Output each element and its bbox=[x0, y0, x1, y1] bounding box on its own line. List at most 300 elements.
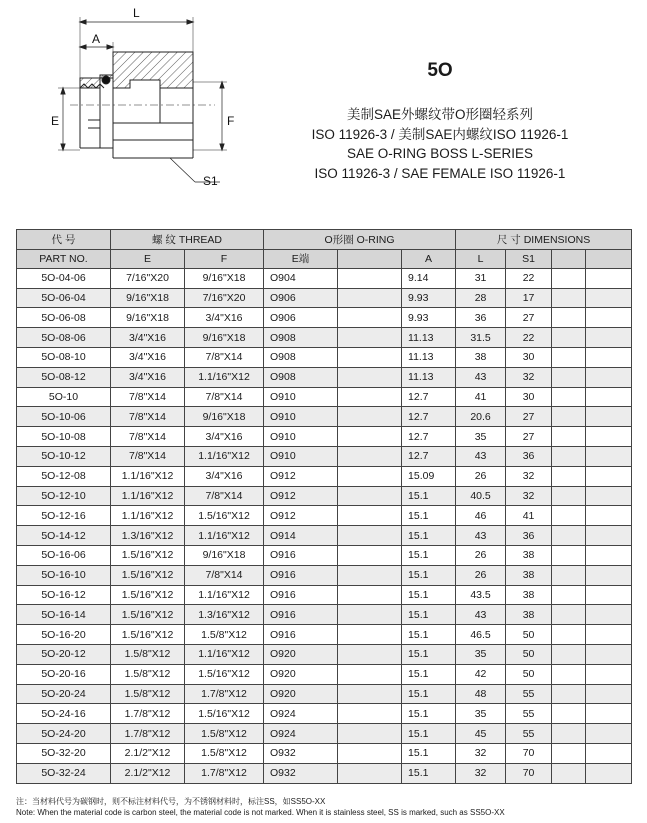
cell-thread-f: 7/8"X14 bbox=[185, 565, 264, 585]
cell-blank bbox=[552, 644, 586, 664]
table-row bbox=[17, 288, 632, 308]
cell-blank bbox=[586, 328, 632, 348]
cell-dim-a: 15.1 bbox=[402, 763, 456, 783]
cell-dim-l: 35 bbox=[456, 644, 506, 664]
cell-blank bbox=[338, 328, 402, 348]
table-row bbox=[17, 625, 632, 645]
cell-thread-e: 2.1/2"X12 bbox=[111, 743, 185, 763]
cell-part-no: 5O-24-20 bbox=[17, 724, 111, 744]
cell-thread-e: 1.5/16"X12 bbox=[111, 585, 185, 605]
table-row bbox=[17, 763, 632, 783]
cell-dim-l: 43 bbox=[456, 605, 506, 625]
cell-blank bbox=[338, 407, 402, 427]
cell-blank bbox=[552, 565, 586, 585]
cell-blank bbox=[338, 644, 402, 664]
cell-dim-l: 26 bbox=[456, 466, 506, 486]
cell-blank bbox=[552, 288, 586, 308]
cell-dim-a: 15.1 bbox=[402, 644, 456, 664]
cell-dim-s1: 32 bbox=[506, 486, 552, 506]
cell-dim-s1: 36 bbox=[506, 446, 552, 466]
dim-label-a: A bbox=[92, 32, 101, 46]
cell-part-no: 5O-20-12 bbox=[17, 644, 111, 664]
table-row bbox=[17, 486, 632, 506]
cell-thread-f: 3/4"X16 bbox=[185, 308, 264, 328]
header-e: E bbox=[111, 249, 185, 268]
cell-thread-f: 1.1/16"X12 bbox=[185, 585, 264, 605]
cell-thread-e: 3/4"X16 bbox=[111, 328, 185, 348]
cell-thread-f: 1.1/16"X12 bbox=[185, 526, 264, 546]
cell-thread-e: 1.5/16"X12 bbox=[111, 545, 185, 565]
cell-dim-l: 31.5 bbox=[456, 328, 506, 348]
cell-blank bbox=[586, 763, 632, 783]
cell-blank bbox=[338, 625, 402, 645]
header-part-cn: 代 号 bbox=[17, 230, 111, 250]
header-f: F bbox=[185, 249, 264, 268]
cell-dim-s1: 50 bbox=[506, 625, 552, 645]
cell-thread-f: 1.3/16"X12 bbox=[185, 605, 264, 625]
table-row bbox=[17, 526, 632, 546]
cell-oring: O924 bbox=[264, 724, 338, 744]
spec-table-body bbox=[17, 268, 632, 783]
cell-dim-s1: 50 bbox=[506, 644, 552, 664]
cell-dim-a: 9.14 bbox=[402, 268, 456, 288]
cell-blank bbox=[338, 506, 402, 526]
cell-thread-f: 1.7/8"X12 bbox=[185, 763, 264, 783]
table-row bbox=[17, 545, 632, 565]
cell-dim-a: 15.1 bbox=[402, 684, 456, 704]
cell-oring: O906 bbox=[264, 288, 338, 308]
cell-blank bbox=[586, 486, 632, 506]
cell-oring: O932 bbox=[264, 763, 338, 783]
cell-blank bbox=[338, 288, 402, 308]
table-row bbox=[17, 724, 632, 744]
cell-blank bbox=[338, 367, 402, 387]
cell-thread-f: 7/8"X14 bbox=[185, 347, 264, 367]
cell-blank bbox=[552, 407, 586, 427]
cell-dim-a: 9.93 bbox=[402, 288, 456, 308]
cell-dim-a: 15.1 bbox=[402, 704, 456, 724]
table-row bbox=[17, 387, 632, 407]
table-row bbox=[17, 427, 632, 447]
cell-thread-e: 1.1/16"X12 bbox=[111, 466, 185, 486]
cell-blank bbox=[586, 545, 632, 565]
cell-dim-l: 26 bbox=[456, 545, 506, 565]
cell-thread-f: 1.5/16"X12 bbox=[185, 704, 264, 724]
cell-blank bbox=[338, 763, 402, 783]
table-row bbox=[17, 664, 632, 684]
table-row bbox=[17, 308, 632, 328]
cell-blank bbox=[338, 446, 402, 466]
table-row bbox=[17, 684, 632, 704]
header-blank bbox=[552, 249, 586, 268]
cell-dim-a: 15.1 bbox=[402, 605, 456, 625]
cell-thread-f: 1.1/16"X12 bbox=[185, 644, 264, 664]
dim-label-e: E bbox=[51, 114, 60, 128]
cell-dim-s1: 50 bbox=[506, 664, 552, 684]
cell-part-no: 5O-16-12 bbox=[17, 585, 111, 605]
cell-dim-a: 15.1 bbox=[402, 585, 456, 605]
cell-dim-a: 11.13 bbox=[402, 367, 456, 387]
cell-part-no: 5O-08-12 bbox=[17, 367, 111, 387]
cell-blank bbox=[586, 585, 632, 605]
cell-part-no: 5O-16-14 bbox=[17, 605, 111, 625]
cell-blank bbox=[338, 347, 402, 367]
cell-dim-s1: 70 bbox=[506, 743, 552, 763]
cell-dim-l: 43 bbox=[456, 446, 506, 466]
cell-thread-f: 1.5/8"X12 bbox=[185, 743, 264, 763]
cell-blank bbox=[338, 605, 402, 625]
header-blank bbox=[586, 249, 632, 268]
note-en: Note: When the material code is carbon steel, the material code is not marked. When it is stainless steel, SS is marked, such as SS5O-XX bbox=[16, 808, 505, 817]
cell-dim-s1: 30 bbox=[506, 347, 552, 367]
cell-thread-e: 3/4"X16 bbox=[111, 367, 185, 387]
cell-dim-a: 15.1 bbox=[402, 545, 456, 565]
cell-part-no: 5O-06-08 bbox=[17, 308, 111, 328]
cell-dim-s1: 36 bbox=[506, 526, 552, 546]
cell-oring: O910 bbox=[264, 407, 338, 427]
cell-dim-a: 15.1 bbox=[402, 625, 456, 645]
cell-blank bbox=[586, 427, 632, 447]
cell-thread-f: 3/4"X16 bbox=[185, 427, 264, 447]
cell-blank bbox=[552, 308, 586, 328]
cell-blank bbox=[338, 684, 402, 704]
cell-blank bbox=[552, 625, 586, 645]
table-row bbox=[17, 743, 632, 763]
cell-dim-a: 11.13 bbox=[402, 347, 456, 367]
cell-dim-s1: 27 bbox=[506, 407, 552, 427]
cell-oring: O912 bbox=[264, 486, 338, 506]
cell-blank bbox=[586, 743, 632, 763]
cell-blank bbox=[586, 605, 632, 625]
cell-oring: O916 bbox=[264, 545, 338, 565]
cell-part-no: 5O-12-16 bbox=[17, 506, 111, 526]
cell-oring: O908 bbox=[264, 367, 338, 387]
cell-thread-f: 1.1/16"X12 bbox=[185, 367, 264, 387]
cell-oring: O916 bbox=[264, 625, 338, 645]
cell-blank bbox=[552, 387, 586, 407]
cell-blank bbox=[552, 585, 586, 605]
cell-dim-a: 15.1 bbox=[402, 486, 456, 506]
cell-thread-f: 9/16"X18 bbox=[185, 328, 264, 348]
cell-blank bbox=[552, 605, 586, 625]
cell-part-no: 5O-06-04 bbox=[17, 288, 111, 308]
cell-thread-e: 1.5/8"X12 bbox=[111, 664, 185, 684]
cell-thread-e: 2.1/2"X12 bbox=[111, 763, 185, 783]
cell-blank bbox=[338, 724, 402, 744]
cell-thread-e: 7/16"X20 bbox=[111, 268, 185, 288]
cell-part-no: 5O-20-16 bbox=[17, 664, 111, 684]
cell-part-no: 5O-10-06 bbox=[17, 407, 111, 427]
note-cn: 注：当材料代号为碳钢时，则不标注材料代号，为不锈钢材料时，标注SS，如SS5O-XX bbox=[16, 797, 326, 806]
cell-oring: O904 bbox=[264, 268, 338, 288]
cell-thread-e: 1.5/8"X12 bbox=[111, 644, 185, 664]
header-s1: S1 bbox=[506, 249, 552, 268]
header-oring: O形圈 O-RING bbox=[264, 230, 456, 250]
cell-thread-e: 1.5/8"X12 bbox=[111, 684, 185, 704]
cell-dim-l: 46 bbox=[456, 506, 506, 526]
cell-dim-l: 26 bbox=[456, 565, 506, 585]
header-thread: 螺 纹 THREAD bbox=[111, 230, 264, 250]
cell-blank bbox=[338, 308, 402, 328]
cell-oring: O910 bbox=[264, 446, 338, 466]
cell-blank bbox=[552, 446, 586, 466]
cell-blank bbox=[552, 724, 586, 744]
table-row bbox=[17, 446, 632, 466]
cell-dim-l: 45 bbox=[456, 724, 506, 744]
title-line-2: ISO 11926-3 / 美制SAE内螺纹ISO 11926-1 bbox=[311, 126, 569, 142]
cell-blank bbox=[552, 427, 586, 447]
cell-blank bbox=[586, 407, 632, 427]
table-row bbox=[17, 704, 632, 724]
fitting-drawing bbox=[0, 0, 300, 200]
cell-blank bbox=[586, 347, 632, 367]
cell-blank bbox=[338, 387, 402, 407]
cell-dim-l: 28 bbox=[456, 288, 506, 308]
cell-thread-f: 1.5/8"X12 bbox=[185, 724, 264, 744]
cell-thread-f: 1.1/16"X12 bbox=[185, 446, 264, 466]
cell-thread-f: 7/8"X14 bbox=[185, 486, 264, 506]
cell-dim-s1: 70 bbox=[506, 763, 552, 783]
cell-dim-s1: 27 bbox=[506, 308, 552, 328]
dim-label-s1: S1 bbox=[203, 174, 218, 188]
title-line-1: 美制SAE外螺纹带O形圈轻系列 bbox=[346, 107, 533, 122]
cell-blank bbox=[586, 625, 632, 645]
cell-blank bbox=[338, 704, 402, 724]
cell-dim-a: 15.1 bbox=[402, 506, 456, 526]
cell-thread-f: 1.7/8"X12 bbox=[185, 684, 264, 704]
cell-dim-a: 9.93 bbox=[402, 308, 456, 328]
cell-thread-f: 1.5/16"X12 bbox=[185, 506, 264, 526]
dim-label-l: L bbox=[133, 6, 140, 20]
cell-dim-l: 36 bbox=[456, 308, 506, 328]
cell-oring: O920 bbox=[264, 684, 338, 704]
cell-dim-a: 15.1 bbox=[402, 526, 456, 546]
cell-blank bbox=[586, 704, 632, 724]
cell-dim-l: 41 bbox=[456, 387, 506, 407]
cell-blank bbox=[338, 526, 402, 546]
cell-dim-s1: 17 bbox=[506, 288, 552, 308]
cell-blank bbox=[586, 387, 632, 407]
cell-blank bbox=[586, 684, 632, 704]
cell-blank bbox=[338, 565, 402, 585]
spec-table bbox=[16, 229, 632, 784]
cell-oring: O912 bbox=[264, 506, 338, 526]
cell-blank bbox=[552, 743, 586, 763]
cell-blank bbox=[586, 565, 632, 585]
cell-blank bbox=[586, 526, 632, 546]
cell-dim-a: 12.7 bbox=[402, 387, 456, 407]
cell-oring: O914 bbox=[264, 526, 338, 546]
cell-blank bbox=[586, 664, 632, 684]
cell-part-no: 5O-20-24 bbox=[17, 684, 111, 704]
cell-part-no: 5O-08-06 bbox=[17, 328, 111, 348]
cell-thread-f: 9/16"X18 bbox=[185, 545, 264, 565]
cell-part-no: 5O-16-06 bbox=[17, 545, 111, 565]
header-oring-e: E端 bbox=[264, 249, 338, 268]
cell-thread-f: 1.5/8"X12 bbox=[185, 625, 264, 645]
cell-blank bbox=[586, 268, 632, 288]
cell-oring: O910 bbox=[264, 427, 338, 447]
cell-thread-e: 1.5/16"X12 bbox=[111, 605, 185, 625]
cell-dim-l: 43 bbox=[456, 526, 506, 546]
cell-thread-e: 1.7/8"X12 bbox=[111, 724, 185, 744]
cell-thread-e: 3/4"X16 bbox=[111, 347, 185, 367]
cell-oring: O920 bbox=[264, 644, 338, 664]
cell-part-no: 5O-14-12 bbox=[17, 526, 111, 546]
table-row bbox=[17, 466, 632, 486]
cell-thread-f: 7/8"X14 bbox=[185, 387, 264, 407]
cell-part-no: 5O-16-10 bbox=[17, 565, 111, 585]
cell-oring: O910 bbox=[264, 387, 338, 407]
cell-blank bbox=[586, 724, 632, 744]
title-line-3: SAE O-RING BOSS L-SERIES bbox=[346, 146, 534, 161]
cell-oring: O916 bbox=[264, 585, 338, 605]
cell-thread-e: 1.7/8"X12 bbox=[111, 704, 185, 724]
cell-oring: O924 bbox=[264, 704, 338, 724]
cell-blank bbox=[586, 644, 632, 664]
cell-oring: O932 bbox=[264, 743, 338, 763]
table-row bbox=[17, 605, 632, 625]
cell-dim-a: 15.1 bbox=[402, 565, 456, 585]
cell-blank bbox=[338, 466, 402, 486]
cell-thread-f: 1.5/16"X12 bbox=[185, 664, 264, 684]
cell-part-no: 5O-16-20 bbox=[17, 625, 111, 645]
cell-oring: O908 bbox=[264, 347, 338, 367]
product-code: 5O bbox=[427, 60, 453, 81]
cell-blank bbox=[552, 684, 586, 704]
header-l: L bbox=[456, 249, 506, 268]
cell-dim-a: 15.09 bbox=[402, 466, 456, 486]
cell-blank bbox=[586, 288, 632, 308]
header-dimensions: 尺 寸 DIMENSIONS bbox=[456, 230, 632, 250]
cell-dim-s1: 55 bbox=[506, 704, 552, 724]
cell-oring: O908 bbox=[264, 328, 338, 348]
cell-dim-s1: 32 bbox=[506, 466, 552, 486]
cell-thread-e: 7/8"X14 bbox=[111, 446, 185, 466]
cell-dim-l: 32 bbox=[456, 763, 506, 783]
cell-dim-l: 31 bbox=[456, 268, 506, 288]
cell-blank bbox=[552, 704, 586, 724]
cell-dim-a: 15.1 bbox=[402, 743, 456, 763]
cell-blank bbox=[552, 664, 586, 684]
cell-dim-l: 43.5 bbox=[456, 585, 506, 605]
cell-dim-l: 40.5 bbox=[456, 486, 506, 506]
cell-dim-s1: 55 bbox=[506, 724, 552, 744]
table-row bbox=[17, 347, 632, 367]
cell-part-no: 5O-12-08 bbox=[17, 466, 111, 486]
cell-part-no: 5O-32-20 bbox=[17, 743, 111, 763]
cell-blank bbox=[586, 446, 632, 466]
cell-thread-e: 1.5/16"X12 bbox=[111, 625, 185, 645]
cell-part-no: 5O-32-24 bbox=[17, 763, 111, 783]
cell-part-no: 5O-10-12 bbox=[17, 446, 111, 466]
cell-thread-e: 7/8"X14 bbox=[111, 407, 185, 427]
cell-oring: O906 bbox=[264, 308, 338, 328]
cell-dim-s1: 22 bbox=[506, 268, 552, 288]
table-row bbox=[17, 328, 632, 348]
cell-oring: O916 bbox=[264, 565, 338, 585]
table-row bbox=[17, 268, 632, 288]
cell-thread-e: 1.5/16"X12 bbox=[111, 565, 185, 585]
cell-blank bbox=[552, 347, 586, 367]
cell-thread-e: 1.1/16"X12 bbox=[111, 506, 185, 526]
cell-dim-s1: 38 bbox=[506, 565, 552, 585]
cell-blank bbox=[338, 743, 402, 763]
cell-blank bbox=[586, 367, 632, 387]
cell-dim-l: 46.5 bbox=[456, 625, 506, 645]
cell-dim-s1: 41 bbox=[506, 506, 552, 526]
cell-dim-s1: 38 bbox=[506, 585, 552, 605]
cell-thread-e: 9/16"X18 bbox=[111, 288, 185, 308]
cell-blank bbox=[552, 763, 586, 783]
cell-blank bbox=[552, 486, 586, 506]
cell-thread-e: 7/8"X14 bbox=[111, 387, 185, 407]
table-row bbox=[17, 585, 632, 605]
cell-dim-s1: 30 bbox=[506, 387, 552, 407]
cell-dim-l: 48 bbox=[456, 684, 506, 704]
cell-oring: O920 bbox=[264, 664, 338, 684]
table-row bbox=[17, 565, 632, 585]
cell-blank bbox=[552, 367, 586, 387]
cell-dim-a: 11.13 bbox=[402, 328, 456, 348]
cell-dim-l: 43 bbox=[456, 367, 506, 387]
cell-dim-l: 38 bbox=[456, 347, 506, 367]
cell-dim-a: 12.7 bbox=[402, 407, 456, 427]
cell-blank bbox=[338, 545, 402, 565]
cell-dim-s1: 22 bbox=[506, 328, 552, 348]
cell-blank bbox=[552, 545, 586, 565]
table-row bbox=[17, 644, 632, 664]
cell-part-no: 5O-10 bbox=[17, 387, 111, 407]
cell-dim-l: 35 bbox=[456, 427, 506, 447]
cell-blank bbox=[586, 506, 632, 526]
cell-dim-s1: 27 bbox=[506, 427, 552, 447]
header-blank bbox=[338, 249, 402, 268]
cell-dim-l: 42 bbox=[456, 664, 506, 684]
table-row bbox=[17, 407, 632, 427]
cell-blank bbox=[586, 308, 632, 328]
cell-dim-s1: 38 bbox=[506, 545, 552, 565]
hatched-section bbox=[80, 52, 193, 88]
cell-thread-e: 1.1/16"X12 bbox=[111, 486, 185, 506]
cell-blank bbox=[338, 585, 402, 605]
cell-dim-s1: 38 bbox=[506, 605, 552, 625]
cell-part-no: 5O-10-08 bbox=[17, 427, 111, 447]
o-ring-icon bbox=[102, 76, 110, 84]
cell-dim-s1: 32 bbox=[506, 367, 552, 387]
cell-dim-s1: 55 bbox=[506, 684, 552, 704]
cell-dim-a: 15.1 bbox=[402, 664, 456, 684]
cell-thread-f: 9/16"X18 bbox=[185, 268, 264, 288]
table-row bbox=[17, 506, 632, 526]
cell-dim-l: 35 bbox=[456, 704, 506, 724]
cell-blank bbox=[552, 466, 586, 486]
cell-thread-e: 9/16"X18 bbox=[111, 308, 185, 328]
title-line-4: ISO 11926-3 / SAE FEMALE ISO 11926-1 bbox=[314, 165, 566, 181]
cell-blank bbox=[552, 506, 586, 526]
cell-dim-a: 12.7 bbox=[402, 446, 456, 466]
cell-blank bbox=[552, 526, 586, 546]
dim-label-f: F bbox=[227, 114, 235, 128]
header-part-en: PART NO. bbox=[17, 249, 111, 268]
cell-dim-l: 32 bbox=[456, 743, 506, 763]
cell-blank bbox=[338, 486, 402, 506]
cell-oring: O916 bbox=[264, 605, 338, 625]
cell-thread-f: 7/16"X20 bbox=[185, 288, 264, 308]
cell-thread-f: 3/4"X16 bbox=[185, 466, 264, 486]
title-block bbox=[275, 105, 605, 183]
cell-dim-l: 20.6 bbox=[456, 407, 506, 427]
